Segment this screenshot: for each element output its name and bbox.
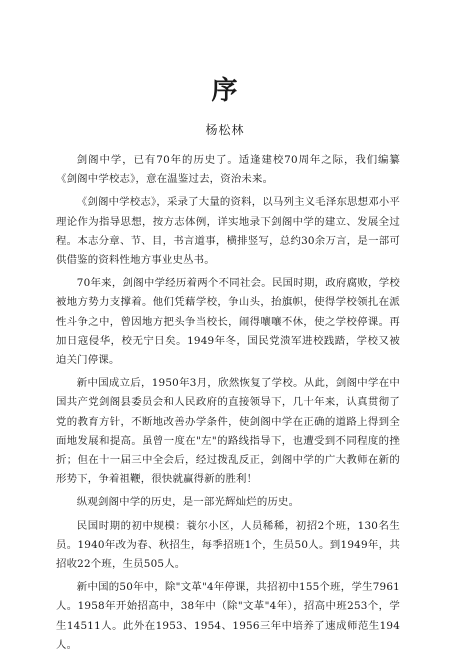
paragraph: 民国时期的初中规模：蓑尔小区，人员稀稀，初招2个班，130名生员。1940年改为春、秋招生，每季招班1个，生员50人。到1949年，共招收22个班，生员505人。 [56, 519, 400, 571]
body-text [56, 151, 400, 659]
page-title: 序 [211, 76, 239, 106]
paragraph: 纵观剑阁中学的历史，是一部光辉灿烂的历史。 [76, 496, 300, 509]
paragraph: 新中国成立后，1950年3月，欣然恢复了学校。从此，剑阁中学在中国共产党剑阁县委员会和人民政府的直接领导下，几十年来，认真贯彻了党的教育方针，不断地改善办学条件，使剑阁中学在正确的道路上得到全面地发展和提高。虽曾一度在"左"的路线指导下，也遭受到不同程度的挫折；但在十一届三中全会后，经过拨乱反正，剑阁中学的广大教师在新的形势下，争着祖鞭，很快就赢得新的胜利！ [56, 377, 400, 486]
paragraph: 《剑阁中学校志》，采录了大量的资料，以马列主义毛泽东思想邓小平理论作为指导思想，按方志体例，详实地录下剑阁中学的建立、发展全过程。本志分章、节、目，书言道事，横排竖写，总约30余万言，是一部可供借鉴的资料性地方事业史丛书。 [56, 196, 400, 267]
paragraph: 剑阁中学，已有70年的历史了。适逢建校70周年之际，我们编纂《剑阁中学校志》，意在温鉴过去，资治未来。 [56, 154, 400, 186]
paragraph: 新中国的50年中，除"文革"4年停课，共招初中155个班，学生7961人。1958年开始招高中，38年中（除"文革"4年），招高中班253个，学生14511人。此外在1953、1954、1956三年中培养了速成师范生194人。 [56, 581, 400, 651]
paragraph: 70年来，剑阁中学经历着两个不同社会。民国时期，政府腐败，学校被地方势力支撑着。他们凭藉学校，争山头，抬旗帜，使得学校领扎在派性斗争之中，曾因地方把头争当校长，闹得嚷嚷不休，使之学校停课。再加日寇侵华，校无宁日矣。1949年冬，国民党溃军进校践踏，学校又被迫关门停课。 [56, 277, 400, 367]
author-name: 杨松林 [205, 123, 245, 137]
